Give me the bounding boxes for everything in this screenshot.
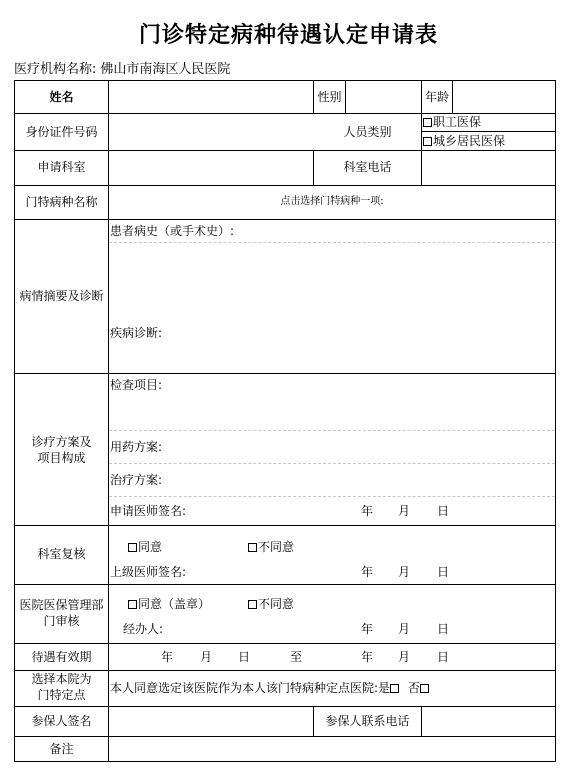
end-day-label: 日 bbox=[437, 650, 450, 664]
start-year-label: 年 bbox=[161, 650, 174, 664]
end-month-label: 月 bbox=[398, 650, 411, 664]
insurance-dept-label-2: 门审核 bbox=[43, 614, 80, 628]
option-resident-label: 城乡居民医保 bbox=[433, 134, 506, 148]
drug-plan-label: 用药方案: bbox=[110, 440, 163, 454]
yes-checkbox-icon[interactable] bbox=[390, 684, 399, 693]
diagnosis-label: 疾病诊断: bbox=[110, 326, 163, 340]
checkbox-icon[interactable] bbox=[128, 543, 137, 552]
review-agree-label: 同意 bbox=[138, 540, 163, 554]
disease-name-label: 门特病种名称 bbox=[25, 195, 98, 209]
condition-summary-label: 病情摘要及诊断 bbox=[19, 289, 104, 303]
designate-label-1: 选择本院为 bbox=[31, 672, 92, 686]
insurance-agree-option[interactable] bbox=[128, 597, 210, 611]
checkbox-icon[interactable] bbox=[423, 137, 432, 146]
department-phone-field[interactable] bbox=[422, 151, 555, 185]
insurance-agree-label: 同意（盖章） bbox=[138, 597, 211, 611]
insured-sign-field[interactable] bbox=[109, 707, 313, 736]
day-label: 日 bbox=[437, 565, 450, 579]
end-year-label: 年 bbox=[361, 650, 374, 664]
checkbox-icon[interactable] bbox=[423, 118, 432, 127]
month-label: 月 bbox=[398, 565, 411, 579]
form-title: 门诊特定病种待遇认定申请表 bbox=[138, 22, 438, 48]
year-label: 年 bbox=[361, 565, 374, 579]
org-label: 医疗机构名称: bbox=[14, 62, 97, 77]
checkbox-icon[interactable] bbox=[248, 600, 257, 609]
gender-field[interactable] bbox=[346, 81, 421, 113]
insured-sign-label: 参保人签名 bbox=[31, 714, 92, 728]
remark-label: 备注 bbox=[49, 742, 74, 756]
designate-label-2: 门特定点 bbox=[37, 688, 86, 702]
treatment-plan-label-1: 诊疗方案及 bbox=[31, 435, 92, 449]
option-employee-label: 职工医保 bbox=[433, 115, 482, 129]
option-resident-insurance[interactable] bbox=[423, 134, 505, 148]
year-label: 年 bbox=[361, 622, 374, 636]
age-label: 年龄 bbox=[424, 90, 449, 104]
checkbox-icon[interactable] bbox=[248, 543, 257, 552]
applying-doctor-sign-label: 申请医师签名: bbox=[110, 504, 187, 518]
insurance-disagree-option[interactable] bbox=[248, 597, 294, 611]
senior-doctor-sign-label: 上级医师签名: bbox=[110, 565, 187, 579]
day-label: 日 bbox=[437, 622, 450, 636]
month-label: 月 bbox=[398, 622, 411, 636]
disease-select[interactable]: 点击选择门特病种一项: bbox=[280, 196, 384, 207]
org-value: 佛山市南海区人民医院 bbox=[100, 62, 231, 77]
checkbox-icon[interactable] bbox=[128, 600, 137, 609]
no-label: 否 bbox=[407, 681, 420, 695]
review-disagree-label: 不同意 bbox=[258, 540, 295, 554]
department-field[interactable] bbox=[109, 151, 313, 185]
name-field[interactable] bbox=[109, 81, 313, 113]
treatment-plan-label-2: 项目构成 bbox=[37, 451, 86, 465]
designate-text: 本人同意选定该医院作为本人该门特病种定点医院:是 bbox=[110, 681, 391, 695]
insurance-disagree-label: 不同意 bbox=[258, 597, 295, 611]
id-number-field[interactable] bbox=[109, 114, 313, 150]
insured-phone-field[interactable] bbox=[422, 707, 555, 736]
start-month-label: 月 bbox=[200, 650, 213, 664]
department-review-label: 科室复核 bbox=[37, 547, 86, 561]
handler-label: 经办人: bbox=[123, 622, 164, 636]
department-phone-label: 科室电话 bbox=[343, 160, 392, 174]
start-day-label: 日 bbox=[238, 650, 251, 664]
day-label: 日 bbox=[437, 504, 450, 518]
department-label: 申请科室 bbox=[37, 160, 86, 174]
designate-statement bbox=[110, 681, 430, 695]
therapy-plan-label: 治疗方案: bbox=[110, 473, 163, 487]
name-label: 姓名 bbox=[49, 90, 74, 104]
insurance-dept-label-1: 医院医保管理部 bbox=[19, 598, 104, 612]
review-agree-option[interactable] bbox=[128, 540, 162, 554]
gender-label: 性别 bbox=[317, 90, 342, 104]
month-label: 月 bbox=[398, 504, 411, 518]
review-disagree-option[interactable] bbox=[248, 540, 294, 554]
age-field[interactable] bbox=[453, 81, 555, 113]
medical-history-label: 患者病史（或手术史）: bbox=[110, 224, 235, 238]
id-number-label: 身份证件号码 bbox=[25, 125, 98, 139]
option-employee-insurance[interactable] bbox=[423, 115, 481, 129]
exam-items-label: 检查项目: bbox=[110, 378, 163, 392]
year-label: 年 bbox=[361, 504, 374, 518]
to-label: 至 bbox=[290, 650, 303, 664]
insured-phone-label: 参保人联系电话 bbox=[325, 714, 410, 728]
no-checkbox-icon[interactable] bbox=[420, 684, 429, 693]
org-line bbox=[14, 58, 230, 77]
validity-label: 待遇有效期 bbox=[31, 650, 92, 664]
remark-field[interactable] bbox=[109, 737, 555, 761]
personnel-category-label: 人员类别 bbox=[343, 125, 392, 139]
